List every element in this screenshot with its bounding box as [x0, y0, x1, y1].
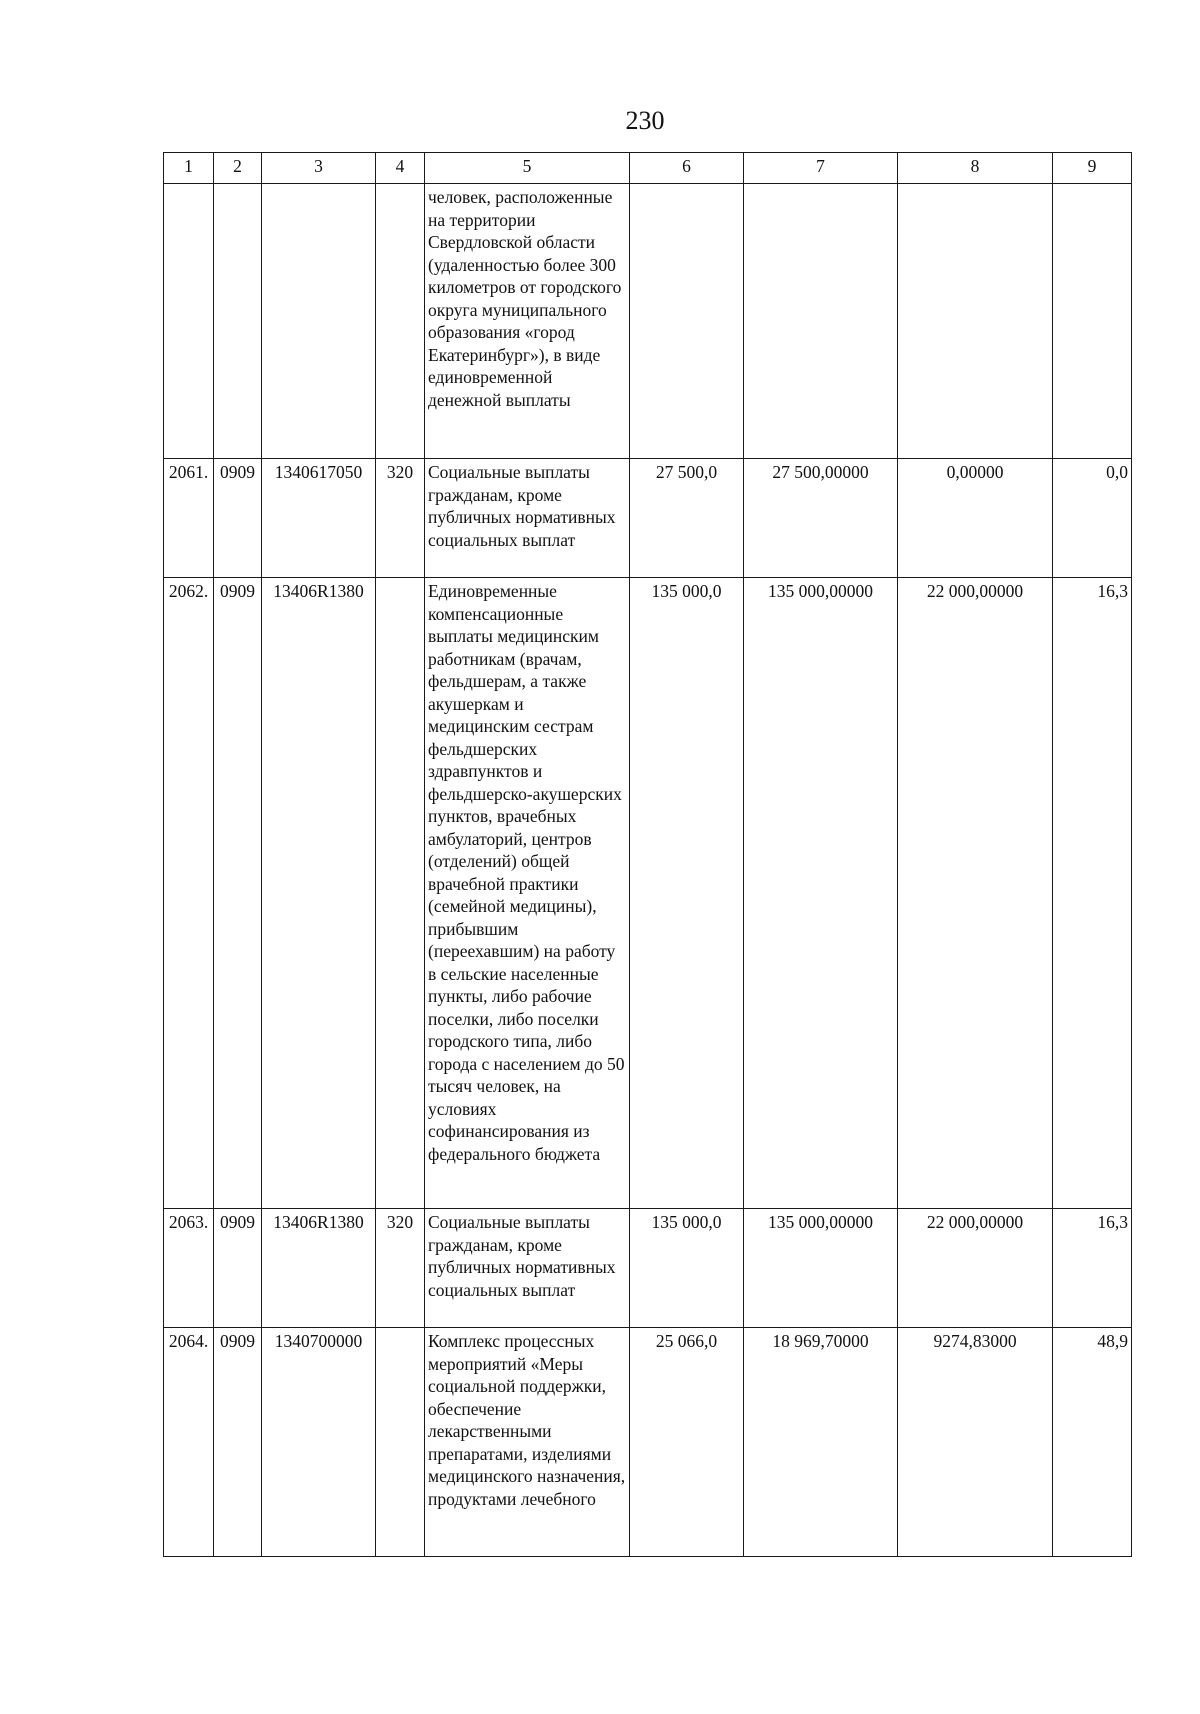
header-cell-5: 5	[425, 153, 630, 184]
cell-executed: 22 000,00000	[898, 1209, 1053, 1328]
cell-num: 2062.	[164, 578, 214, 1209]
header-cell-2: 2	[214, 153, 262, 184]
cell-plan	[630, 184, 744, 459]
cell-name: Комплекс процессных мероприятий «Меры социальной поддержки, обеспечение лекарственными препаратами, изделиями медицинского назначения, продуктами лечебного	[425, 1328, 630, 1557]
cell-executed: 9274,83000	[898, 1328, 1053, 1557]
header-cell-4: 4	[376, 153, 425, 184]
table-row	[164, 459, 1132, 578]
cell-num: 2063.	[164, 1209, 214, 1328]
cell-limits: 135 000,00000	[744, 578, 898, 1209]
header-cell-6: 6	[630, 153, 744, 184]
cell-percent	[1053, 184, 1132, 459]
cell-section: 0909	[214, 1209, 262, 1328]
cell-percent: 0,0	[1053, 459, 1132, 578]
cell-target: 1340700000	[262, 1328, 376, 1557]
cell-expense-type	[376, 578, 425, 1209]
cell-section: 0909	[214, 578, 262, 1209]
table-row	[164, 1209, 1132, 1328]
cell-plan: 135 000,0	[630, 1209, 744, 1328]
cell-expense-type: 320	[376, 459, 425, 578]
cell-target: 13406R1380	[262, 578, 376, 1209]
table-row-continuation	[164, 184, 1132, 459]
cell-target: 13406R1380	[262, 1209, 376, 1328]
cell-target: 1340617050	[262, 459, 376, 578]
cell-name: Социальные выплаты гражданам, кроме публичных нормативных социальных выплат	[425, 1209, 630, 1328]
cell-section: 0909	[214, 1328, 262, 1557]
header-row	[164, 153, 1132, 184]
cell-section	[214, 184, 262, 459]
header-cell-9: 9	[1053, 153, 1132, 184]
cell-name: Единовременные компенсационные выплаты медицинским работникам (врачам, фельдшерам, а также акушеркам и медицинским сестрам фельдшерских здравпунктов и фельдшерско-акушерских пунктов, врачебных амбулаторий, центров (отделений) общей врачебной практики (семейной медицины), прибывшим (переехавшим) на работу в сельские населенные пункты, либо рабочие поселки, либо поселки городского типа, либо города с населением до 50 тысяч человек, на условиях софинансирования из федерального бюджета	[425, 578, 630, 1209]
cell-limits: 27 500,00000	[744, 459, 898, 578]
page-number: 230	[625, 106, 665, 135]
cell-name: Социальные выплаты гражданам, кроме публичных нормативных социальных выплат	[425, 459, 630, 578]
cell-expense-type	[376, 1328, 425, 1557]
header-cell-1: 1	[164, 153, 214, 184]
cell-limits	[744, 184, 898, 459]
table-row	[164, 578, 1132, 1209]
cell-expense-type	[376, 184, 425, 459]
cell-limits: 18 969,70000	[744, 1328, 898, 1557]
cell-target	[262, 184, 376, 459]
cell-executed: 22 000,00000	[898, 578, 1053, 1209]
cell-name: человек, расположенные на территории Свердловской области (удаленностью более 300 километров от городского округа муниципального образования «город Екатеринбург»), в виде единовременной денежной выплаты	[425, 184, 630, 459]
cell-num	[164, 184, 214, 459]
cell-executed	[898, 184, 1053, 459]
cell-section: 0909	[214, 459, 262, 578]
cell-limits: 135 000,00000	[744, 1209, 898, 1328]
cell-percent: 16,3	[1053, 1209, 1132, 1328]
table-row	[164, 1328, 1132, 1557]
header-cell-7: 7	[744, 153, 898, 184]
header-cell-3: 3	[262, 153, 376, 184]
budget-table	[163, 152, 1132, 1557]
cell-num: 2061.	[164, 459, 214, 578]
cell-percent: 48,9	[1053, 1328, 1132, 1557]
cell-plan: 25 066,0	[630, 1328, 744, 1557]
cell-num: 2064.	[164, 1328, 214, 1557]
cell-executed: 0,00000	[898, 459, 1053, 578]
cell-percent: 16,3	[1053, 578, 1132, 1209]
header-cell-8: 8	[898, 153, 1053, 184]
cell-plan: 135 000,0	[630, 578, 744, 1209]
cell-expense-type: 320	[376, 1209, 425, 1328]
cell-plan: 27 500,0	[630, 459, 744, 578]
